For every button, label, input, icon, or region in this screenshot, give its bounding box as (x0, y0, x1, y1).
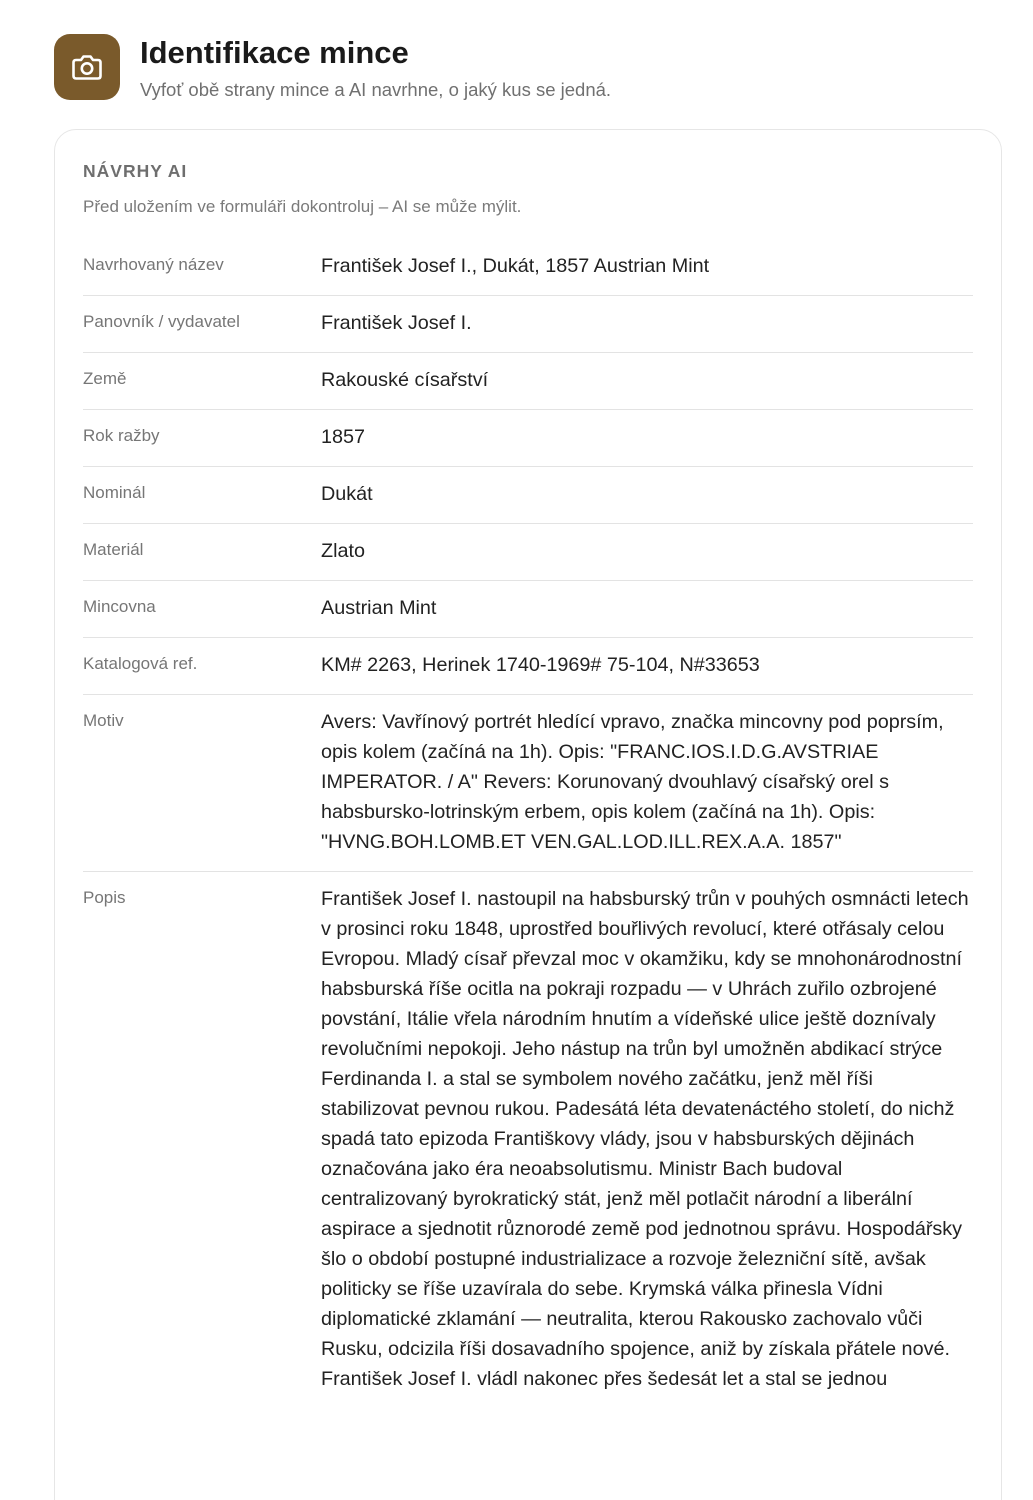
row-mint (83, 581, 973, 638)
row-value: KM# 2263, Herinek 1740-1969# 75-104, N#33653 (321, 654, 760, 676)
row-value: František Josef I., Dukát, 1857 Austrian Mint (321, 255, 710, 277)
row-motif (83, 695, 973, 872)
row-suggested-name (83, 239, 973, 296)
row-value: Avers: Vavřínový portrét hledící vpravo, značka mincovny pod poprsím, opis kolem (začíná na 1h). Opis: "FRANC.IOS.I.D.G.AVSTRIAE IMPERATOR. / A" Revers: Korunovaný dvouhlavý císařský orel s habsbursko-lotrinským erbem, opis kolem (začíná na 1h). Opis: "HVNG.BOH.LOMB.ET VEN.GAL.LOD.ILL.REX.A.A. 1857" (321, 711, 944, 853)
row-label: Panovník / vydavatel (83, 312, 240, 331)
header-text (140, 34, 611, 102)
row-ruler (83, 296, 973, 353)
row-value: František Josef I. (321, 312, 472, 334)
row-year (83, 410, 973, 467)
suggestions-list (83, 239, 973, 1408)
row-value: Rakouské císařství (321, 369, 489, 391)
camera-icon (70, 52, 104, 82)
row-value: 1857 (321, 426, 366, 448)
row-country (83, 353, 973, 410)
row-label: Mincovna (83, 597, 156, 616)
row-value: Zlato (321, 540, 365, 562)
page-header (54, 34, 611, 102)
row-label: Země (83, 369, 127, 388)
ai-suggestions-card (54, 129, 1002, 1500)
row-label: Rok ražby (83, 426, 160, 445)
row-label: Materiál (83, 540, 144, 559)
row-value: Dukát (321, 483, 373, 505)
row-value: František Josef I. nastoupil na habsburský trůn v pouhých osmnácti letech v prosinci roku 1848, uprostřed bouřlivých revolucí, které otřásaly celou Evropou. Mladý císař převzal moc v okamžiku, kdy se mnohonárodnostní habsburská říše ocitla na pokraji rozpadu — v Uhrách zuřilo ozbrojené povstání, Itálie vřela národním hnutím a vídeňské ulice ještě doznívaly revolučními nepokoji. Jeho nástup na trůn byl umožněn abdikací strýce Ferdinanda I. a stal se symbolem nového začátku, jenž měl říši stabilizovat pevnou rukou. Padesátá léta devatenáctého století, do nichž spadá tato epizoda Františkovy vlády, jsou v habsburských dějinách označována jako éra neoabsolutismu. Ministr Bach budoval centralizovaný byrokratický stát, jenž měl potlačit národní a liberální aspirace a sjednotit různorodé země pod jednotnou správu. Hospodářsky šlo o období postupné industrializace a rozvoje železniční sítě, avšak politicky se říše uzavírala do sebe. Krymská válka přinesla Vídni diplomatické zklamání — neutralita, kterou Rakousko zachovalo vůči Rusku, odcizila říši dosavadního spojence, aniž by získala přátele nové. František Josef I. vládl nakonec přes šedesát let a stal se jednou (321, 888, 969, 1390)
page-subtitle: Vyfoť obě strany mince a AI navrhne, o jaký kus se jedná. (140, 79, 612, 100)
row-label: Popis (83, 888, 126, 907)
row-label: Nominál (83, 483, 146, 502)
page-title: Identifikace mince (140, 35, 409, 70)
row-catalog-ref (83, 638, 973, 695)
row-description (83, 872, 973, 1408)
row-label: Motiv (83, 711, 124, 730)
camera-button[interactable] (54, 34, 120, 100)
row-denomination (83, 467, 973, 524)
ai-warning-note: Před uložením ve formuláři dokontroluj – AI se může mýlit. (83, 197, 522, 216)
row-label: Navrhovaný název (83, 255, 224, 274)
row-value: Austrian Mint (321, 597, 437, 619)
section-title: NÁVRHY AI (83, 161, 188, 181)
row-label: Katalogová ref. (83, 654, 198, 673)
row-material (83, 524, 973, 581)
